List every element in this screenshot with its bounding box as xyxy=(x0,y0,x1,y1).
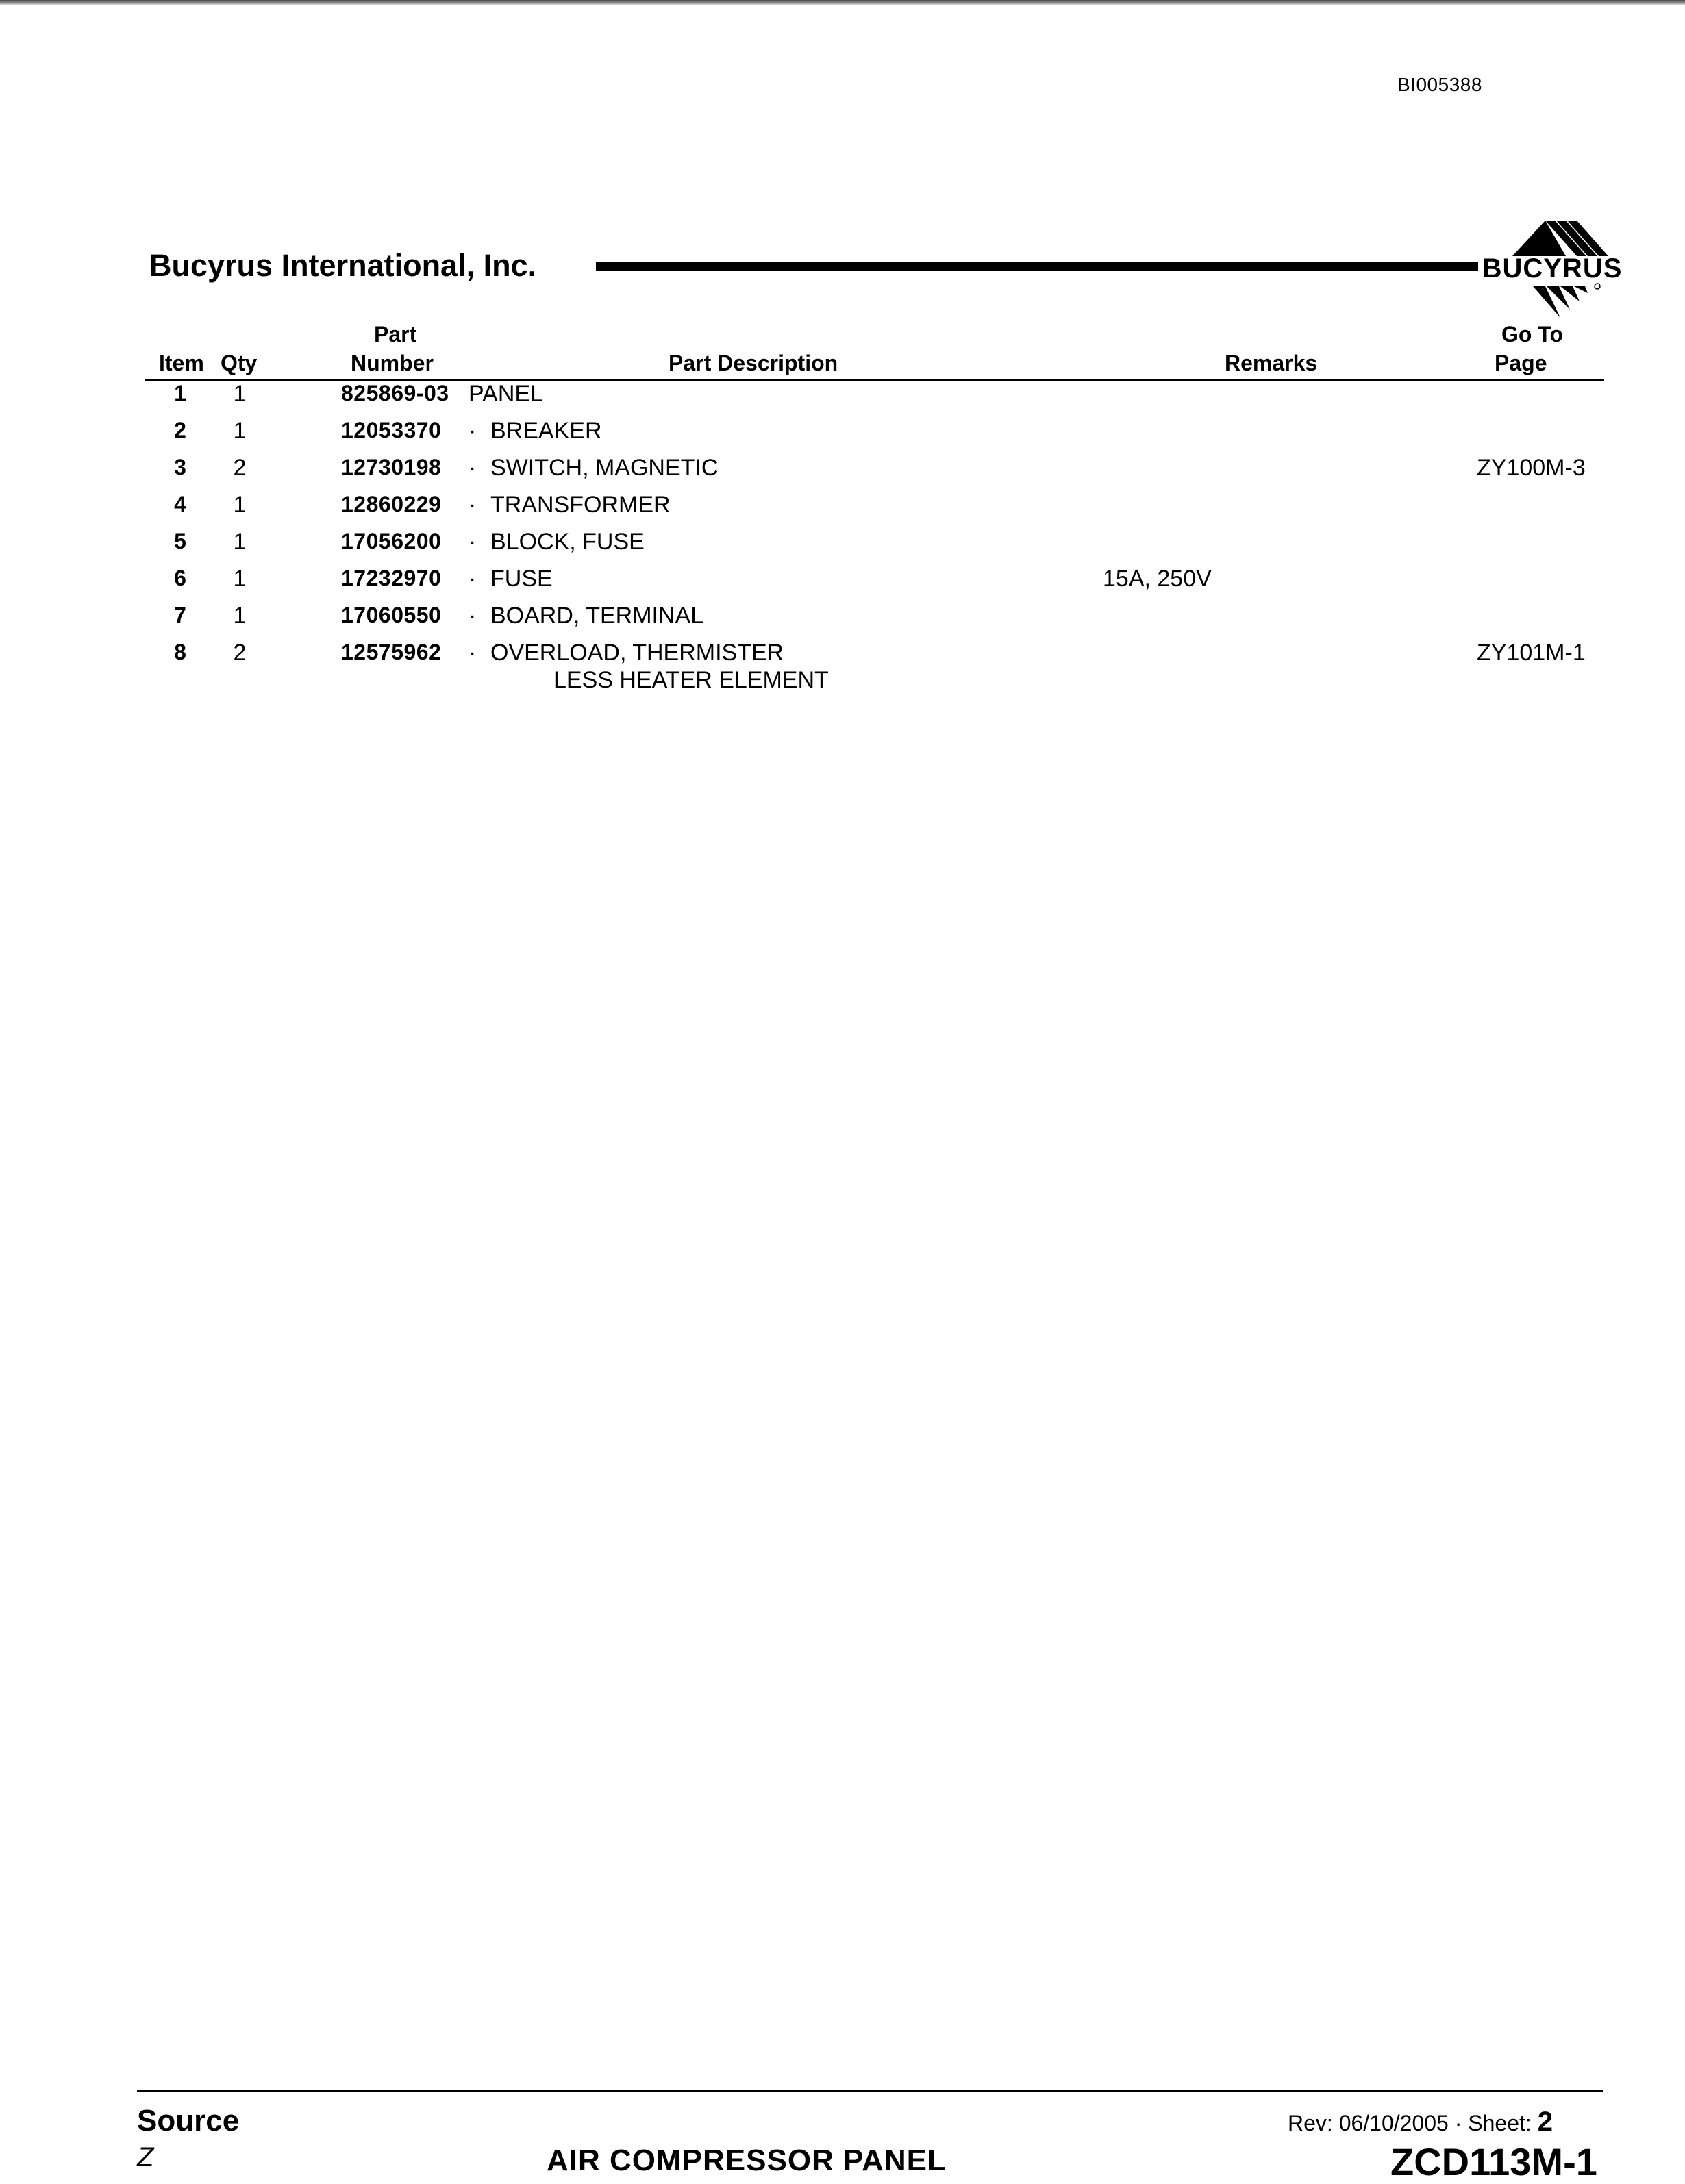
quantity: 2 xyxy=(233,455,247,481)
table-row xyxy=(0,455,1685,490)
header-remarks: Remarks xyxy=(1225,351,1318,375)
source-label: Source xyxy=(137,2104,240,2137)
item-number: 7 xyxy=(174,603,186,627)
part-description: OVERLOAD, THERMISTER xyxy=(490,640,784,666)
part-description-continued: LESS HEATER ELEMENT xyxy=(553,667,829,693)
bucyrus-logo xyxy=(1470,218,1634,321)
rev-date: 06/10/2005 xyxy=(1338,2111,1449,2135)
part-description: BLOCK, FUSE xyxy=(490,529,645,555)
source-value: Z xyxy=(137,2142,154,2172)
header-item: Item xyxy=(159,351,204,375)
item-number: 5 xyxy=(174,529,186,553)
item-number: 8 xyxy=(174,640,186,664)
part-description: BREAKER xyxy=(490,418,602,444)
part-description: FUSE xyxy=(490,566,553,592)
quantity: 1 xyxy=(233,418,247,444)
header-goto-top: Go To xyxy=(1501,322,1564,347)
quantity: 1 xyxy=(233,529,247,555)
part-number: 17232970 xyxy=(341,566,442,590)
part-description: SWITCH, MAGNETIC xyxy=(490,455,719,481)
header-qty: Qty xyxy=(221,351,258,375)
sheet-label: Sheet: xyxy=(1468,2111,1532,2135)
header-part-bottom: Number xyxy=(351,351,434,375)
goto-page-link[interactable]: ZY101M-1 xyxy=(1477,640,1586,666)
indent-bullet: · xyxy=(469,566,477,592)
quantity: 1 xyxy=(233,492,247,518)
goto-page-link[interactable]: ZY100M-3 xyxy=(1477,455,1586,481)
header-part-top: Part xyxy=(374,322,417,347)
table-row xyxy=(0,418,1685,453)
rev-label: Rev: xyxy=(1288,2111,1333,2135)
part-number: 12730198 xyxy=(341,455,442,479)
part-number: 12053370 xyxy=(341,418,442,442)
part-description: PANEL xyxy=(469,381,543,407)
table-row xyxy=(0,381,1685,416)
table-row xyxy=(0,566,1685,601)
footer-rule xyxy=(137,2090,1603,2092)
item-number: 4 xyxy=(174,492,186,516)
part-number: 12575962 xyxy=(341,640,442,664)
part-number: 17060550 xyxy=(341,603,442,627)
part-number: 825869-03 xyxy=(341,381,449,405)
scan-edge xyxy=(0,0,1685,5)
logo-text: BUCYRUS xyxy=(1482,253,1623,284)
part-number: 12860229 xyxy=(341,492,442,516)
item-number: 2 xyxy=(174,418,186,442)
document-id: BI005388 xyxy=(1397,74,1482,95)
quantity: 1 xyxy=(233,603,247,629)
item-number: 1 xyxy=(174,381,186,405)
revision-info xyxy=(1288,2107,1553,2137)
drawing-title: AIR COMPRESSOR PANEL xyxy=(547,2144,947,2177)
indent-bullet: · xyxy=(469,603,477,629)
header-goto-bottom: Page xyxy=(1495,351,1547,375)
sheet-number: 2 xyxy=(1537,2107,1553,2137)
quantity: 2 xyxy=(233,640,247,666)
item-number: 6 xyxy=(174,566,186,590)
sheet-separator: · xyxy=(1454,2111,1462,2135)
table-row xyxy=(0,603,1685,638)
item-number: 3 xyxy=(174,455,186,479)
table-row xyxy=(0,640,1685,703)
indent-bullet: · xyxy=(469,492,477,518)
part-number: 17056200 xyxy=(341,529,442,553)
indent-bullet: · xyxy=(469,455,477,481)
indent-bullet: · xyxy=(469,640,477,666)
page-id: ZCD113M-1 xyxy=(1390,2140,1597,2183)
part-description: TRANSFORMER xyxy=(490,492,671,518)
quantity: 1 xyxy=(233,381,247,407)
quantity: 1 xyxy=(233,566,247,592)
table-row xyxy=(0,492,1685,527)
indent-bullet: · xyxy=(469,418,477,444)
remarks: 15A, 250V xyxy=(1103,566,1212,592)
header-rule xyxy=(596,262,1478,271)
table-row xyxy=(0,529,1685,564)
indent-bullet: · xyxy=(469,529,477,555)
header-part-description: Part Description xyxy=(669,351,838,375)
company-name: Bucyrus International, Inc. xyxy=(149,248,537,283)
part-description: BOARD, TERMINAL xyxy=(490,603,704,629)
